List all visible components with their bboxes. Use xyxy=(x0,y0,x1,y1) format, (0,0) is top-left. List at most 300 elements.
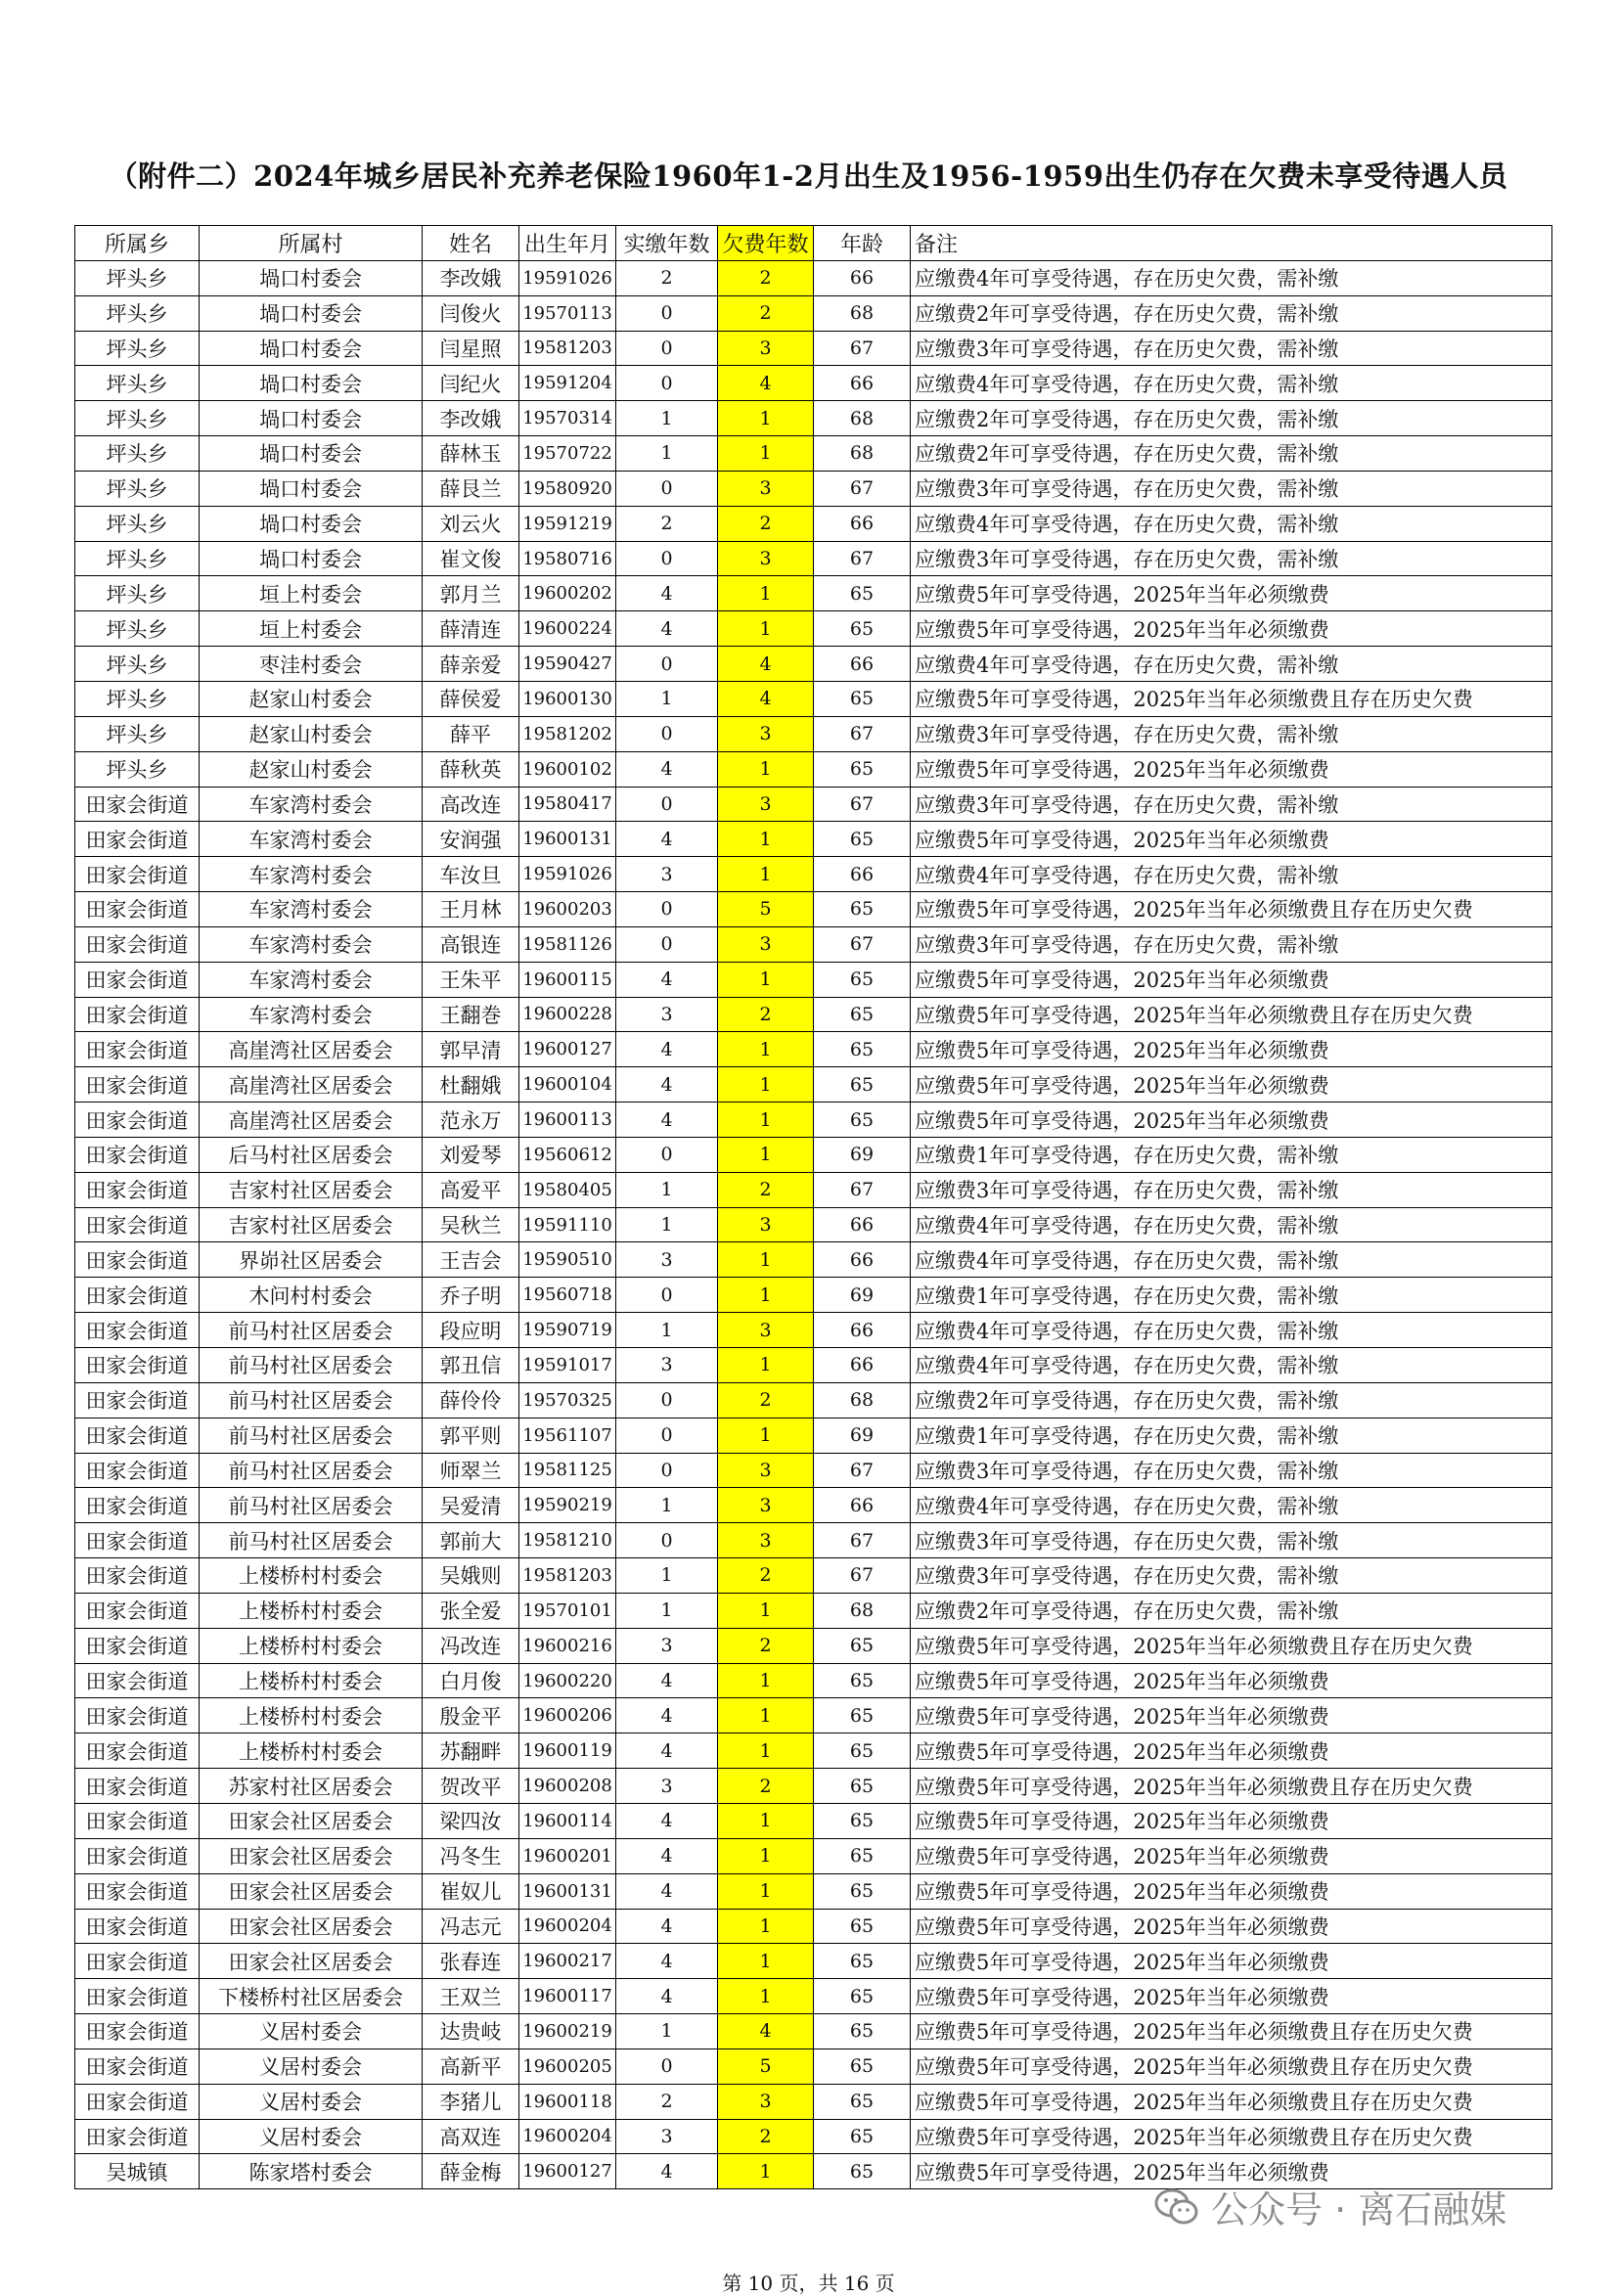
cell-township: 田家会街道 xyxy=(75,2048,200,2084)
cell-name: 闫星照 xyxy=(423,331,519,366)
cell-paid-years: 1 xyxy=(616,401,718,436)
cell-remarks: 应缴费4年可享受待遇，存在历史欠费，需补缴 xyxy=(911,366,1552,401)
cell-township: 坪头乡 xyxy=(75,366,200,401)
cell-age: 67 xyxy=(814,1523,911,1558)
cell-remarks: 应缴费3年可享受待遇，存在历史欠费，需补缴 xyxy=(911,1453,1552,1488)
cell-birth: 19600131 xyxy=(519,1873,616,1909)
cell-remarks: 应缴费5年可享受待遇，2025年当年必须缴费 xyxy=(911,1944,1552,1979)
cell-name: 郭早清 xyxy=(423,1032,519,1067)
cell-paid-years: 0 xyxy=(616,331,718,366)
cell-village: 车家湾村委会 xyxy=(200,857,423,892)
cell-village: 堝口村委会 xyxy=(200,331,423,366)
cell-paid-years: 1 xyxy=(616,436,718,472)
table-row xyxy=(75,1137,1552,1172)
cell-paid-years: 4 xyxy=(616,1979,718,2014)
cell-remarks: 应缴费4年可享受待遇，存在历史欠费，需补缴 xyxy=(911,1207,1552,1242)
cell-birth: 19600204 xyxy=(519,1909,616,1944)
cell-age: 67 xyxy=(814,1453,911,1488)
cell-village: 堝口村委会 xyxy=(200,401,423,436)
cell-age: 67 xyxy=(814,471,911,506)
cell-arrears-years: 1 xyxy=(718,611,814,647)
header-village: 所属村 xyxy=(200,226,423,261)
cell-paid-years: 4 xyxy=(616,1032,718,1067)
cell-village: 上楼桥村村委会 xyxy=(200,1593,423,1628)
cell-village: 赵家山村委会 xyxy=(200,751,423,787)
cell-age: 65 xyxy=(814,2084,911,2119)
cell-arrears-years: 5 xyxy=(718,892,814,927)
cell-birth: 19570314 xyxy=(519,401,616,436)
cell-village: 木问村村委会 xyxy=(200,1278,423,1313)
header-paid-years: 实缴年数 xyxy=(616,226,718,261)
cell-paid-years: 3 xyxy=(616,857,718,892)
cell-township: 田家会街道 xyxy=(75,1207,200,1242)
cell-arrears-years: 1 xyxy=(718,436,814,472)
cell-village: 田家会社区居委会 xyxy=(200,1838,423,1873)
cell-remarks: 应缴费1年可享受待遇，存在历史欠费，需补缴 xyxy=(911,1278,1552,1313)
cell-village: 堝口村委会 xyxy=(200,506,423,541)
cell-remarks: 应缴费5年可享受待遇，2025年当年必须缴费且存在历史欠费 xyxy=(911,1628,1552,1663)
cell-age: 65 xyxy=(814,1103,911,1138)
cell-remarks: 应缴费4年可享受待遇，存在历史欠费，需补缴 xyxy=(911,857,1552,892)
table-row xyxy=(75,2014,1552,2049)
cell-remarks: 应缴费5年可享受待遇，2025年当年必须缴费且存在历史欠费 xyxy=(911,2119,1552,2154)
cell-paid-years: 4 xyxy=(616,1803,718,1838)
cell-birth: 19591219 xyxy=(519,506,616,541)
table-row xyxy=(75,716,1552,751)
cell-remarks: 应缴费1年可享受待遇，存在历史欠费，需补缴 xyxy=(911,1137,1552,1172)
cell-paid-years: 0 xyxy=(616,295,718,331)
cell-township: 田家会街道 xyxy=(75,1628,200,1663)
cell-name: 范永万 xyxy=(423,1103,519,1138)
cell-paid-years: 0 xyxy=(616,1278,718,1313)
cell-name: 乔子明 xyxy=(423,1278,519,1313)
cell-remarks: 应缴费5年可享受待遇，2025年当年必须缴费且存在历史欠费 xyxy=(911,892,1552,927)
cell-remarks: 应缴费5年可享受待遇，2025年当年必须缴费 xyxy=(911,1733,1552,1769)
cell-remarks: 应缴费5年可享受待遇，2025年当年必须缴费 xyxy=(911,1698,1552,1733)
cell-birth: 19580716 xyxy=(519,541,616,576)
header-arrears-years: 欠费年数 xyxy=(718,226,814,261)
cell-township: 田家会街道 xyxy=(75,1137,200,1172)
table-row xyxy=(75,576,1552,611)
cell-arrears-years: 3 xyxy=(718,716,814,751)
cell-arrears-years: 1 xyxy=(718,576,814,611)
cell-arrears-years: 1 xyxy=(718,1663,814,1698)
cell-township: 坪头乡 xyxy=(75,295,200,331)
cell-remarks: 应缴费3年可享受待遇，存在历史欠费，需补缴 xyxy=(911,716,1552,751)
cell-township: 坪头乡 xyxy=(75,576,200,611)
cell-village: 车家湾村委会 xyxy=(200,926,423,962)
table-row xyxy=(75,611,1552,647)
cell-birth: 19600127 xyxy=(519,1032,616,1067)
cell-name: 苏翻畔 xyxy=(423,1733,519,1769)
cell-arrears-years: 1 xyxy=(718,1067,814,1103)
cell-paid-years: 3 xyxy=(616,1769,718,1804)
cell-paid-years: 4 xyxy=(616,822,718,857)
cell-age: 65 xyxy=(814,1698,911,1733)
cell-township: 田家会街道 xyxy=(75,1663,200,1698)
cell-township: 田家会街道 xyxy=(75,857,200,892)
cell-village: 界峁社区居委会 xyxy=(200,1242,423,1278)
cell-paid-years: 0 xyxy=(616,1523,718,1558)
table-row xyxy=(75,1523,1552,1558)
cell-name: 杜翻娥 xyxy=(423,1067,519,1103)
table-row xyxy=(75,857,1552,892)
cell-paid-years: 4 xyxy=(616,1944,718,1979)
cell-birth: 19600104 xyxy=(519,1067,616,1103)
cell-birth: 19600204 xyxy=(519,2119,616,2154)
cell-remarks: 应缴费5年可享受待遇，2025年当年必须缴费 xyxy=(911,1103,1552,1138)
table-row xyxy=(75,1172,1552,1207)
cell-paid-years: 2 xyxy=(616,506,718,541)
cell-name: 高新平 xyxy=(423,2048,519,2084)
cell-remarks: 应缴费5年可享受待遇，2025年当年必须缴费且存在历史欠费 xyxy=(911,997,1552,1032)
cell-village: 堝口村委会 xyxy=(200,541,423,576)
cell-age: 67 xyxy=(814,331,911,366)
table-row xyxy=(75,1873,1552,1909)
cell-birth: 19600219 xyxy=(519,2014,616,2049)
table-row xyxy=(75,1032,1552,1067)
cell-birth: 19600119 xyxy=(519,1733,616,1769)
cell-remarks: 应缴费4年可享受待遇，存在历史欠费，需补缴 xyxy=(911,1242,1552,1278)
cell-birth: 19600201 xyxy=(519,1838,616,1873)
document-title: （附件二）2024年城乡居民补充养老保险1960年1-2月出生及1956-1959出生仍存在欠费未享受待遇人员 xyxy=(109,159,1508,193)
cell-arrears-years: 1 xyxy=(718,1278,814,1313)
cell-township: 田家会街道 xyxy=(75,1382,200,1418)
cell-age: 65 xyxy=(814,1733,911,1769)
cell-arrears-years: 1 xyxy=(718,401,814,436)
table-row xyxy=(75,1944,1552,1979)
cell-remarks: 应缴费5年可享受待遇，2025年当年必须缴费 xyxy=(911,1873,1552,1909)
cell-remarks: 应缴费3年可享受待遇，存在历史欠费，需补缴 xyxy=(911,787,1552,822)
cell-remarks: 应缴费2年可享受待遇，存在历史欠费，需补缴 xyxy=(911,401,1552,436)
table-row xyxy=(75,1558,1552,1594)
cell-village: 前马村社区居委会 xyxy=(200,1418,423,1453)
cell-name: 王朱平 xyxy=(423,962,519,997)
cell-village: 车家湾村委会 xyxy=(200,892,423,927)
cell-remarks: 应缴费5年可享受待遇，2025年当年必须缴费 xyxy=(911,1909,1552,1944)
table-row xyxy=(75,1067,1552,1103)
cell-township: 田家会街道 xyxy=(75,892,200,927)
cell-remarks: 应缴费5年可享受待遇，2025年当年必须缴费 xyxy=(911,1663,1552,1698)
cell-name: 张全爱 xyxy=(423,1593,519,1628)
cell-township: 田家会街道 xyxy=(75,1558,200,1594)
cell-arrears-years: 1 xyxy=(718,1137,814,1172)
header-name: 姓名 xyxy=(423,226,519,261)
cell-age: 69 xyxy=(814,1278,911,1313)
cell-remarks: 应缴费2年可享受待遇，存在历史欠费，需补缴 xyxy=(911,1593,1552,1628)
table-row xyxy=(75,1418,1552,1453)
cell-village: 垣上村委会 xyxy=(200,611,423,647)
cell-age: 65 xyxy=(814,1032,911,1067)
cell-remarks: 应缴费2年可享受待遇，存在历史欠费，需补缴 xyxy=(911,436,1552,472)
cell-remarks: 应缴费1年可享受待遇，存在历史欠费，需补缴 xyxy=(911,1418,1552,1453)
cell-remarks: 应缴费4年可享受待遇，存在历史欠费，需补缴 xyxy=(911,1488,1552,1523)
cell-age: 66 xyxy=(814,1242,911,1278)
cell-arrears-years: 4 xyxy=(718,2014,814,2049)
table-row xyxy=(75,2119,1552,2154)
cell-village: 吉家村社区居委会 xyxy=(200,1207,423,1242)
cell-arrears-years: 1 xyxy=(718,1103,814,1138)
cell-age: 65 xyxy=(814,1803,911,1838)
cell-paid-years: 4 xyxy=(616,1733,718,1769)
cell-paid-years: 4 xyxy=(616,751,718,787)
cell-village: 义居村委会 xyxy=(200,2048,423,2084)
cell-township: 坪头乡 xyxy=(75,647,200,682)
cell-township: 田家会街道 xyxy=(75,1909,200,1944)
cell-name: 李改娥 xyxy=(423,401,519,436)
cell-township: 坪头乡 xyxy=(75,506,200,541)
cell-township: 田家会街道 xyxy=(75,1348,200,1383)
cell-remarks: 应缴费4年可享受待遇，存在历史欠费，需补缴 xyxy=(911,1313,1552,1348)
cell-birth: 19600205 xyxy=(519,2048,616,2084)
cell-township: 田家会街道 xyxy=(75,1979,200,2014)
watermark-text: 公众号 · 离石融媒 xyxy=(1211,2188,1507,2231)
cell-township: 田家会街道 xyxy=(75,962,200,997)
cell-township: 田家会街道 xyxy=(75,2119,200,2154)
cell-remarks: 应缴费5年可享受待遇，2025年当年必须缴费 xyxy=(911,962,1552,997)
cell-village: 田家会社区居委会 xyxy=(200,1803,423,1838)
cell-birth: 19581203 xyxy=(519,1558,616,1594)
cell-village: 田家会社区居委会 xyxy=(200,1909,423,1944)
table-row xyxy=(75,1278,1552,1313)
cell-birth: 19590219 xyxy=(519,1488,616,1523)
cell-township: 田家会街道 xyxy=(75,2014,200,2049)
cell-birth: 19600220 xyxy=(519,1663,616,1698)
cell-township: 田家会街道 xyxy=(75,1242,200,1278)
cell-village: 堝口村委会 xyxy=(200,295,423,331)
cell-name: 郭月兰 xyxy=(423,576,519,611)
cell-village: 车家湾村委会 xyxy=(200,787,423,822)
table-row xyxy=(75,787,1552,822)
cell-township: 田家会街道 xyxy=(75,822,200,857)
cell-village: 上楼桥村村委会 xyxy=(200,1663,423,1698)
table-row xyxy=(75,1593,1552,1628)
cell-arrears-years: 1 xyxy=(718,1873,814,1909)
cell-name: 吴娥则 xyxy=(423,1558,519,1594)
cell-paid-years: 4 xyxy=(616,962,718,997)
cell-village: 堝口村委会 xyxy=(200,471,423,506)
cell-arrears-years: 1 xyxy=(718,1593,814,1628)
cell-remarks: 应缴费4年可享受待遇，存在历史欠费，需补缴 xyxy=(911,1348,1552,1383)
cell-name: 殷金平 xyxy=(423,1698,519,1733)
cell-village: 前马村社区居委会 xyxy=(200,1488,423,1523)
table-row xyxy=(75,892,1552,927)
cell-age: 69 xyxy=(814,1137,911,1172)
cell-arrears-years: 2 xyxy=(718,997,814,1032)
cell-village: 上楼桥村村委会 xyxy=(200,1698,423,1733)
cell-arrears-years: 2 xyxy=(718,506,814,541)
header-birth: 出生年月 xyxy=(519,226,616,261)
cell-age: 65 xyxy=(814,751,911,787)
cell-arrears-years: 2 xyxy=(718,2119,814,2154)
table-row xyxy=(75,506,1552,541)
cell-township: 坪头乡 xyxy=(75,436,200,472)
cell-township: 坪头乡 xyxy=(75,751,200,787)
cell-paid-years: 1 xyxy=(616,2014,718,2049)
cell-paid-years: 0 xyxy=(616,2048,718,2084)
table-row xyxy=(75,962,1552,997)
cell-name: 高改连 xyxy=(423,787,519,822)
cell-arrears-years: 3 xyxy=(718,787,814,822)
cell-remarks: 应缴费4年可享受待遇，存在历史欠费，需补缴 xyxy=(911,647,1552,682)
cell-village: 前马村社区居委会 xyxy=(200,1348,423,1383)
cell-township: 田家会街道 xyxy=(75,926,200,962)
cell-arrears-years: 3 xyxy=(718,926,814,962)
cell-arrears-years: 3 xyxy=(718,1453,814,1488)
cell-name: 薛伶伶 xyxy=(423,1382,519,1418)
cell-paid-years: 0 xyxy=(616,471,718,506)
table-row xyxy=(75,295,1552,331)
cell-paid-years: 0 xyxy=(616,1418,718,1453)
cell-remarks: 应缴费3年可享受待遇，存在历史欠费，需补缴 xyxy=(911,331,1552,366)
cell-name: 高双连 xyxy=(423,2119,519,2154)
cell-age: 65 xyxy=(814,1979,911,2014)
cell-age: 65 xyxy=(814,1628,911,1663)
cell-paid-years: 0 xyxy=(616,926,718,962)
cell-township: 坪头乡 xyxy=(75,260,200,295)
cell-birth: 19600202 xyxy=(519,576,616,611)
table-row xyxy=(75,436,1552,472)
cell-name: 冯冬生 xyxy=(423,1838,519,1873)
cell-township: 坪头乡 xyxy=(75,471,200,506)
cell-arrears-years: 2 xyxy=(718,1628,814,1663)
cell-age: 67 xyxy=(814,787,911,822)
cell-remarks: 应缴费4年可享受待遇，存在历史欠费，需补缴 xyxy=(911,260,1552,295)
cell-age: 66 xyxy=(814,506,911,541)
cell-township: 田家会街道 xyxy=(75,1032,200,1067)
cell-remarks: 应缴费5年可享受待遇，2025年当年必须缴费 xyxy=(911,1838,1552,1873)
cell-name: 薛侯爱 xyxy=(423,681,519,716)
table-row xyxy=(75,260,1552,295)
cell-township: 田家会街道 xyxy=(75,1698,200,1733)
cell-name: 刘爱琴 xyxy=(423,1137,519,1172)
cell-remarks: 应缴费3年可享受待遇，存在历史欠费，需补缴 xyxy=(911,1172,1552,1207)
cell-age: 66 xyxy=(814,260,911,295)
cell-paid-years: 0 xyxy=(616,541,718,576)
cell-age: 65 xyxy=(814,2119,911,2154)
cell-paid-years: 4 xyxy=(616,1067,718,1103)
cell-township: 坪头乡 xyxy=(75,681,200,716)
cell-arrears-years: 1 xyxy=(718,1979,814,2014)
cell-birth: 19591110 xyxy=(519,1207,616,1242)
cell-paid-years: 3 xyxy=(616,997,718,1032)
cell-paid-years: 1 xyxy=(616,1207,718,1242)
cell-birth: 19570101 xyxy=(519,1593,616,1628)
cell-arrears-years: 1 xyxy=(718,1733,814,1769)
cell-age: 65 xyxy=(814,1909,911,1944)
cell-birth: 19600130 xyxy=(519,681,616,716)
cell-birth: 19600127 xyxy=(519,2154,616,2189)
cell-township: 田家会街道 xyxy=(75,1803,200,1838)
cell-arrears-years: 1 xyxy=(718,1803,814,1838)
cell-arrears-years: 3 xyxy=(718,1488,814,1523)
cell-age: 65 xyxy=(814,1944,911,1979)
cell-birth: 19600206 xyxy=(519,1698,616,1733)
cell-name: 冯志元 xyxy=(423,1909,519,1944)
table-row xyxy=(75,401,1552,436)
cell-remarks: 应缴费5年可享受待遇，2025年当年必须缴费 xyxy=(911,1032,1552,1067)
cell-age: 65 xyxy=(814,822,911,857)
cell-arrears-years: 3 xyxy=(718,331,814,366)
table-row xyxy=(75,541,1552,576)
cell-township: 田家会街道 xyxy=(75,2084,200,2119)
cell-remarks: 应缴费5年可享受待遇，2025年当年必须缴费 xyxy=(911,822,1552,857)
cell-remarks: 应缴费3年可享受待遇，存在历史欠费，需补缴 xyxy=(911,541,1552,576)
cell-name: 薛金梅 xyxy=(423,2154,519,2189)
cell-birth: 19600102 xyxy=(519,751,616,787)
cell-township: 田家会街道 xyxy=(75,1453,200,1488)
cell-township: 坪头乡 xyxy=(75,611,200,647)
cell-birth: 19560718 xyxy=(519,1278,616,1313)
cell-village: 田家会社区居委会 xyxy=(200,1944,423,1979)
cell-age: 68 xyxy=(814,295,911,331)
table-row xyxy=(75,1698,1552,1733)
table-row xyxy=(75,1103,1552,1138)
cell-village: 苏家村社区居委会 xyxy=(200,1769,423,1804)
cell-name: 段应明 xyxy=(423,1313,519,1348)
cell-paid-years: 0 xyxy=(616,716,718,751)
cell-township: 田家会街道 xyxy=(75,1733,200,1769)
cell-age: 66 xyxy=(814,647,911,682)
cell-name: 郭平则 xyxy=(423,1418,519,1453)
cell-paid-years: 1 xyxy=(616,1172,718,1207)
cell-arrears-years: 3 xyxy=(718,471,814,506)
cell-age: 66 xyxy=(814,1348,911,1383)
cell-birth: 19580405 xyxy=(519,1172,616,1207)
cell-remarks: 应缴费5年可享受待遇，2025年当年必须缴费 xyxy=(911,2154,1552,2189)
table-row xyxy=(75,751,1552,787)
cell-township: 田家会街道 xyxy=(75,1172,200,1207)
cell-name: 王翻巻 xyxy=(423,997,519,1032)
cell-village: 后马村社区居委会 xyxy=(200,1137,423,1172)
cell-age: 65 xyxy=(814,681,911,716)
cell-age: 67 xyxy=(814,716,911,751)
table-row xyxy=(75,366,1552,401)
cell-arrears-years: 1 xyxy=(718,1909,814,1944)
cell-paid-years: 4 xyxy=(616,2154,718,2189)
table-header-row xyxy=(75,226,1552,261)
cell-name: 闫纪火 xyxy=(423,366,519,401)
cell-arrears-years: 5 xyxy=(718,2048,814,2084)
cell-birth: 19580920 xyxy=(519,471,616,506)
cell-township: 田家会街道 xyxy=(75,1523,200,1558)
cell-birth: 19591026 xyxy=(519,260,616,295)
cell-name: 吴爱清 xyxy=(423,1488,519,1523)
cell-village: 垣上村委会 xyxy=(200,576,423,611)
cell-name: 薛清连 xyxy=(423,611,519,647)
cell-arrears-years: 1 xyxy=(718,1242,814,1278)
cell-remarks: 应缴费3年可享受待遇，存在历史欠费，需补缴 xyxy=(911,1558,1552,1594)
table-row xyxy=(75,1453,1552,1488)
cell-remarks: 应缴费3年可享受待遇，存在历史欠费，需补缴 xyxy=(911,926,1552,962)
cell-paid-years: 0 xyxy=(616,647,718,682)
cell-name: 梁四汝 xyxy=(423,1803,519,1838)
cell-birth: 19600208 xyxy=(519,1769,616,1804)
cell-age: 65 xyxy=(814,611,911,647)
cell-age: 66 xyxy=(814,1313,911,1348)
table-row xyxy=(75,1382,1552,1418)
cell-age: 66 xyxy=(814,857,911,892)
cell-paid-years: 0 xyxy=(616,1137,718,1172)
table-row xyxy=(75,822,1552,857)
table-row xyxy=(75,681,1552,716)
cell-age: 65 xyxy=(814,2048,911,2084)
cell-name: 薛秋英 xyxy=(423,751,519,787)
cell-arrears-years: 4 xyxy=(718,366,814,401)
cell-name: 高爱平 xyxy=(423,1172,519,1207)
cell-arrears-years: 2 xyxy=(718,260,814,295)
cell-paid-years: 0 xyxy=(616,366,718,401)
